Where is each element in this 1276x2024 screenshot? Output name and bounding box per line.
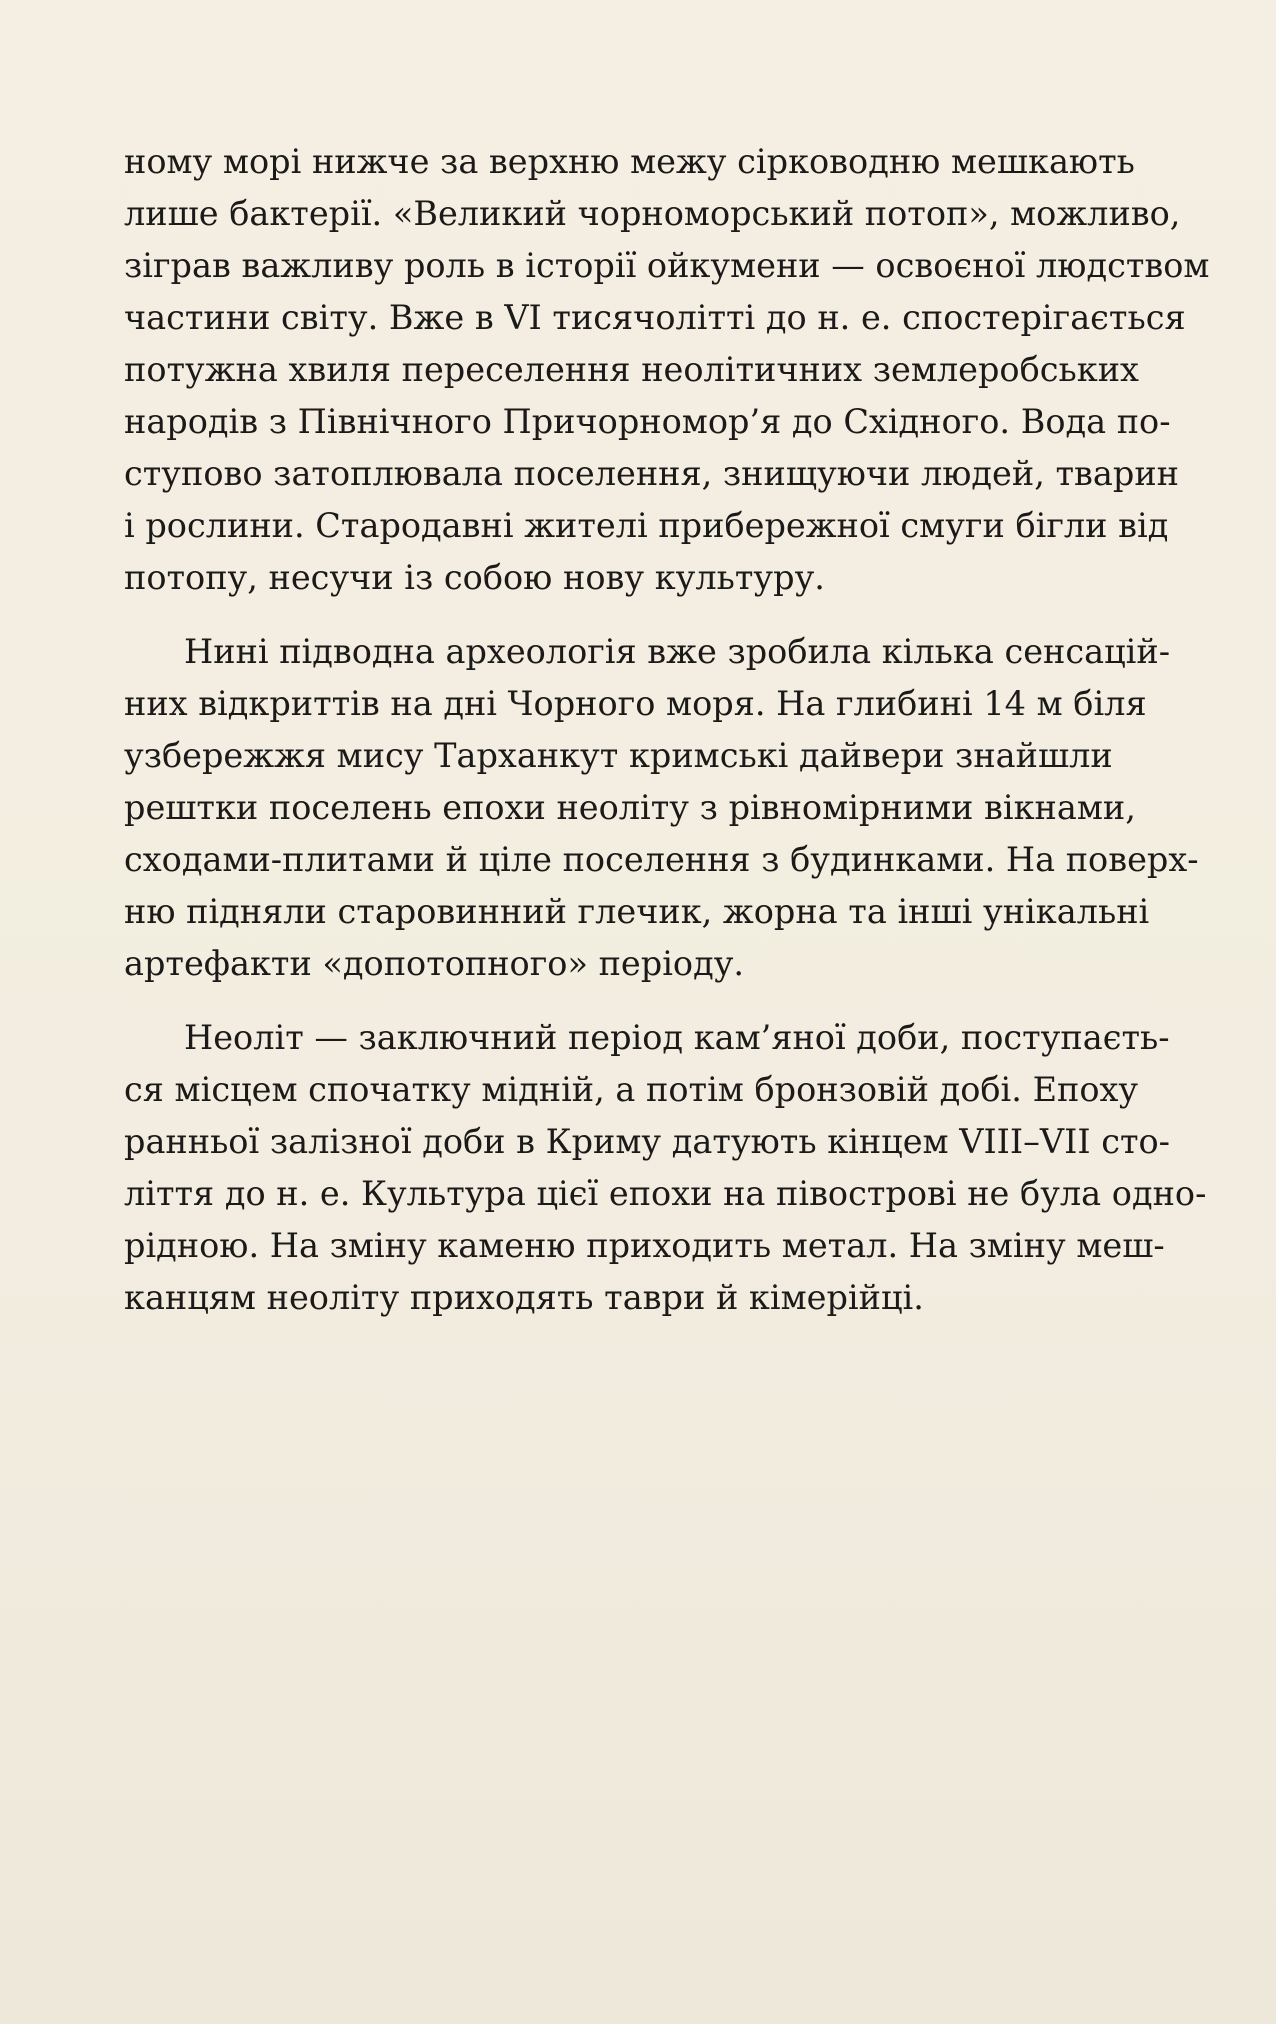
paragraph-3 <box>124 1012 1207 1324</box>
text-line: Нині підводна археологія вже зробила кілька сенсацій- <box>184 632 1171 671</box>
paragraph-1 <box>124 136 1210 604</box>
text-line: рідною. На зміну каменю приходить метал. На зміну меш- <box>124 1226 1165 1265</box>
text-line: сходами-плитами й ціле поселення з будинками. На поверх- <box>124 840 1199 879</box>
text-line: і рослини. Стародавні жителі прибережної смуги бігли від <box>124 506 1169 545</box>
text-line: ліття до н. е. Культура цієї епохи на півострові не була одно- <box>124 1174 1207 1213</box>
text-line: зіграв важливу роль в історії ойкумени — освоєної людством <box>124 246 1210 285</box>
paragraph-2 <box>124 626 1199 990</box>
text-line: ранньої залізної доби в Криму датують кінцем VIII–VII сто- <box>124 1122 1170 1161</box>
text-line: ступово затоплювала поселення, знищуючи людей, тварин <box>124 454 1179 493</box>
text-line: народів з Північного Причорномор’я до Східного. Вода по- <box>124 402 1171 441</box>
text-line: ному морі нижче за верхню межу сірководню мешкають <box>124 142 1135 181</box>
text-line: лише бактерії. «Великий чорноморський потоп», можливо, <box>124 194 1181 233</box>
text-line: частини світу. Вже в VI тисячолітті до н. е. спостерігається <box>124 298 1186 337</box>
text-line: артефакти «допотопного» періоду. <box>124 944 745 983</box>
text-line: узбережжя мису Тарханкут кримські дайвери знайшли <box>124 736 1113 775</box>
text-line: Неоліт — заключний період кам’яної доби, поступаєть- <box>184 1018 1170 1057</box>
body-text <box>124 136 1210 1324</box>
text-line: ся місцем спочатку мідній, а потім бронзовій добі. Епоху <box>124 1070 1139 1109</box>
text-line: рештки поселень епохи неоліту з рівномірними вікнами, <box>124 788 1136 827</box>
text-line: канцям неоліту приходять таври й кімерійці. <box>124 1278 924 1317</box>
text-line: потужна хвиля переселення неолітичних землеробських <box>124 350 1139 389</box>
text-line: потопу, несучи із собою нову культуру. <box>124 558 825 597</box>
text-line: них відкриттів на дні Чорного моря. На глибині 14 м біля <box>124 684 1147 723</box>
text-line: ню підняли старовинний глечик, жорна та інші унікальні <box>124 892 1150 931</box>
